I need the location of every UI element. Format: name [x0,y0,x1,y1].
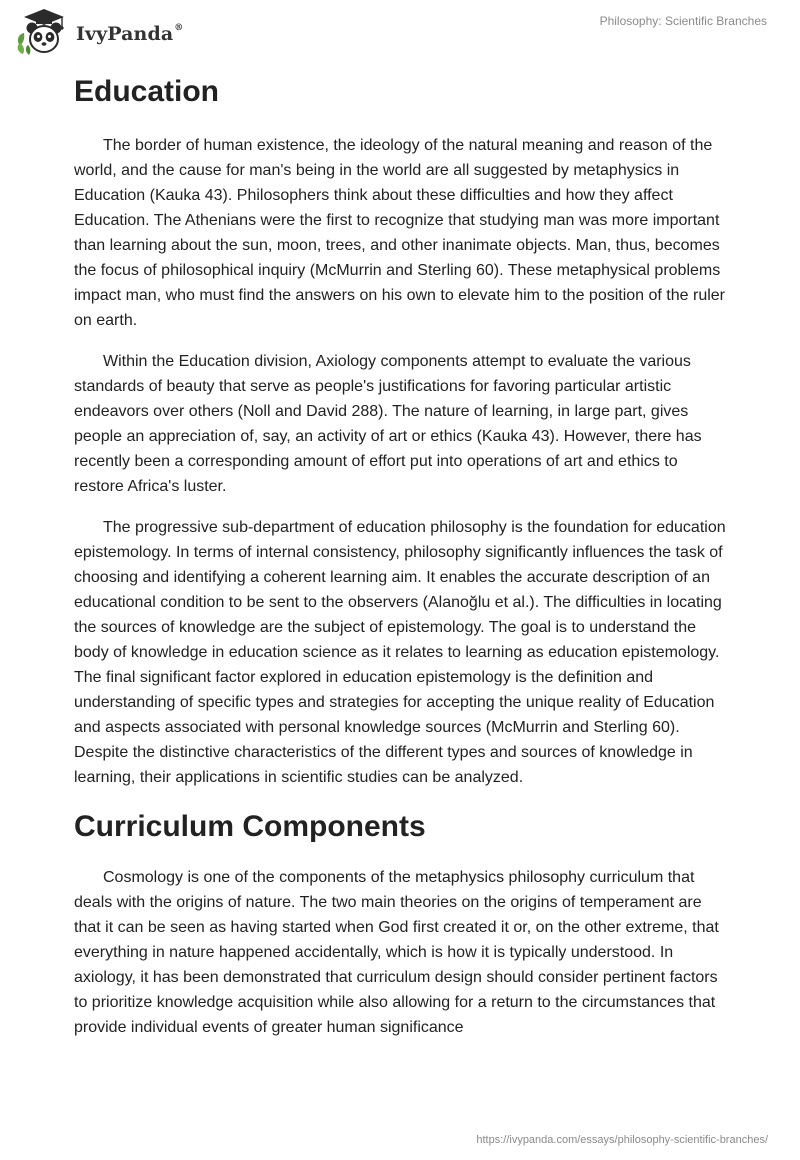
section-heading-curriculum-components: Curriculum Components [74,810,426,843]
paragraph: The progressive sub-department of education philosophy is the foundation for education epistemology. In terms of internal consistency, philosophy significantly influences the task of choosing and identifying a coherent learning aim. It enables the accurate description of an educational condition to be sent to the observers (Alanoğlu et al.). The difficulties in locating the sources of knowledge are the subject of epistemology. The goal is to understand the body of knowledge in education science as it relates to learning as education epistemology. The final significant factor explored in education epistemology is the definition and understanding of specific types and strategies for accepting the unique reality of Education and aspects associated with personal knowledge sources (McMurrin and Sterling 60). Despite the distinctive characteristics of the different types and sources of knowledge in learning, their applications in scientific studies can be analyzed. [74,519,726,786]
essay-body [74,70,726,1056]
logo-wordmark: IvyPanda® [76,22,184,45]
registered-mark: ® [174,22,184,33]
panda-graduate-icon [14,8,74,58]
document-title: Philosophy: Scientific Branches [599,14,767,28]
ivypanda-logo[interactable] [14,8,183,58]
source-url[interactable]: https://ivypanda.com/essays/philosophy-scientific-branches/ [476,1134,768,1146]
section-heading-education: Education [74,75,220,108]
paragraph: Within the Education division, Axiology components attempt to evaluate the various standards of beauty that serve as people's justifications for favoring particular artistic endeavors over others (Noll and David 288). The nature of learning, in large part, gives people an appreciation of, say, an activity of art or ethics (Kauka 43). However, there has recently been a corresponding amount of effort put into operations of art and ethics to restore Africa's luster. [74,353,702,495]
paragraph: Cosmology is one of the components of the metaphysics philosophy curriculum that deals with the origins of nature. The two main theories on the origins of temperament are that it can be seen as having started when God first created it or, on the other extreme, that everything in nature happened accidentally, which is how it is typically understood. In axiology, it has been demonstrated that curriculum design should consider pertinent factors to prioritize knowledge acquisition while also allowing for a return to the circumstances that provide individual events of greater human significance [74,869,719,1036]
page-header [0,0,800,64]
paragraph: The border of human existence, the ideology of the natural meaning and reason of the world, and the cause for man's being in the world are all suggested by metaphysics in Education (Kauka 43). Philosophers think about these difficulties and how they affect Education. The Athenians were the first to recognize that studying man was more important than learning about the sun, moon, trees, and other inanimate objects. Man, thus, becomes the focus of philosophical inquiry (McMurrin and Sterling 60). These metaphysical problems impact man, who must find the answers on his own to elevate him to the position of the ruler on earth. [74,137,725,329]
